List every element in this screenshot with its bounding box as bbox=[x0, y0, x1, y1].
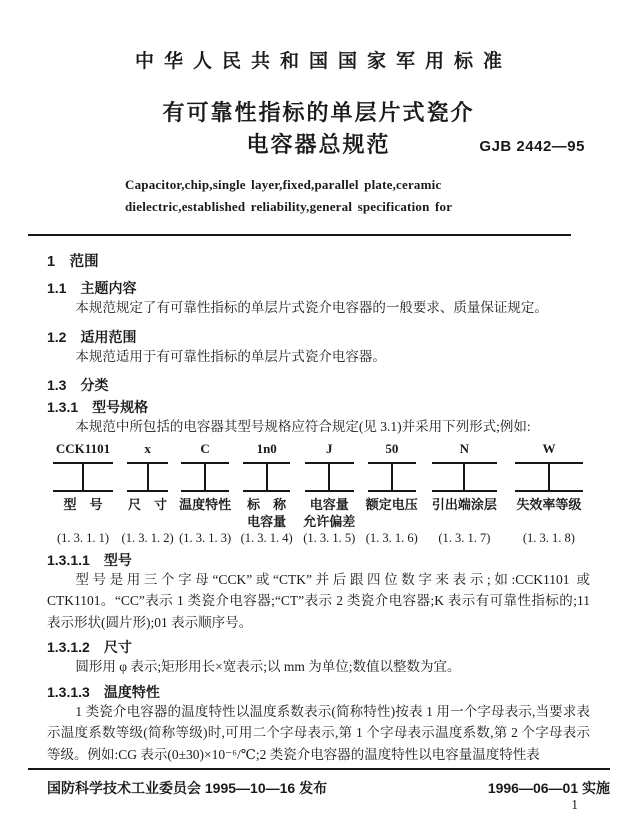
connector bbox=[243, 462, 291, 492]
code-label: J bbox=[326, 440, 333, 456]
connector bbox=[368, 462, 416, 492]
field-label: 温度特性 bbox=[179, 496, 232, 512]
code-label: CCK1101 bbox=[55, 440, 111, 456]
type-designation-diagram bbox=[47, 440, 590, 546]
paragraph-subject: 本规范规定了有可靠性指标的单层片式瓷介电容器的一般要求、质量保证规定。 bbox=[75, 300, 548, 315]
paragraph-applicability: 本规范适用于有可靠性指标的单层片式瓷介电容器。 bbox=[75, 348, 386, 364]
clause-ref: (1. 3. 1. 2) bbox=[121, 530, 174, 545]
clause-ref: (1. 3. 1. 8) bbox=[522, 530, 575, 545]
standard-class-heading: 中华人民共和国国家军用标准 bbox=[134, 51, 512, 72]
diagram-column-nominal-capacitance bbox=[238, 440, 296, 546]
code-label: 50 bbox=[385, 440, 399, 456]
english-title-line1: Capacitor,chip,single layer,fixed,parallel plate,ceramic bbox=[125, 177, 442, 192]
diagram-column-terminal-coating bbox=[424, 440, 504, 546]
connector bbox=[53, 462, 112, 492]
paragraph-model: 型号是用三个字母“CCK”或“CTK”并后跟四位数字来表示;如:CCK1101 或 CTK1101。“CC”表示 1 类瓷介电容器;“CT”表示 2 类瓷介电容器;K 表示有可靠性指标的;11 表示形状(圆片形);01 表示顺序号。 bbox=[47, 571, 590, 630]
standard-number: GJB 2442—95 bbox=[479, 138, 585, 155]
document-footer bbox=[28, 768, 610, 798]
document-title-line1: 有可靠性指标的单层片式瓷介 bbox=[162, 100, 475, 125]
field-label: 电容量 bbox=[309, 496, 349, 512]
diagram-column-tolerance bbox=[299, 440, 359, 546]
clause-ref: (1. 3. 1. 7) bbox=[438, 530, 491, 545]
connector bbox=[515, 462, 582, 492]
footer-issuer: 国防科学技术工业委员会 1995—10—16 发布 bbox=[47, 780, 328, 796]
section-heading-model-spec: 1.3.1 型号规格 bbox=[47, 399, 149, 415]
field-label: 标 称 bbox=[247, 496, 287, 512]
section-heading-subject: 1.1 主题内容 bbox=[47, 280, 137, 296]
connector bbox=[305, 462, 354, 492]
section-heading-temp: 1.3.1.3 温度特性 bbox=[47, 683, 160, 700]
field-label-line2: 电容量 bbox=[247, 513, 287, 529]
clause-ref: (1. 3. 1. 4) bbox=[240, 530, 293, 545]
header-divider bbox=[28, 234, 571, 236]
clause-ref: (1. 3. 1. 5) bbox=[303, 530, 356, 545]
document-title-line2: 电容器总规范 bbox=[246, 132, 391, 157]
field-label: 引出端涂层 bbox=[431, 496, 497, 512]
code-label: x bbox=[144, 440, 151, 456]
code-label: W bbox=[542, 440, 556, 456]
paragraph-model-spec: 本规范中所包括的电容器其型号规格应符合规定(见 3.1)并采用下列形式;例如: bbox=[75, 419, 531, 434]
diagram-column-size bbox=[123, 440, 173, 546]
code-label: N bbox=[459, 440, 470, 456]
section-heading-scope: 1 范围 bbox=[47, 254, 99, 270]
field-label: 失效率等级 bbox=[516, 496, 582, 512]
section-heading-classification: 1.3 分类 bbox=[47, 377, 109, 393]
diagram-column-model bbox=[47, 440, 119, 546]
english-title bbox=[125, 174, 590, 218]
code-label: C bbox=[200, 440, 210, 456]
code-label: 1n0 bbox=[256, 440, 277, 456]
section-heading-size: 1.3.1.2 尺寸 bbox=[47, 639, 132, 655]
paragraph-size: 圆形用 φ 表示;矩形用长×宽表示;以 mm 为单位;数值以整数为宜。 bbox=[75, 659, 461, 674]
paragraph-temp: 1 类瓷介电容器的温度特性以温度系数表示(简称特性)按表 1 用一个字母表示,当要求表示温度系数等级(简称等级)时,可用二个字母表示,第 1 个字母表示温度系数,第 2 个字母表示等级。例如:CG 表示(0±30)×10⁻⁶/℃;2 类瓷介电容器的温度特性以电容量温度特性表 bbox=[47, 703, 590, 762]
english-title-line2: dielectric,established reliability,general specification for bbox=[125, 199, 453, 214]
field-label-line2: 允许偏差 bbox=[303, 513, 356, 529]
diagram-column-failure-rate-level bbox=[508, 440, 590, 546]
connector bbox=[432, 462, 498, 492]
field-label: 额定电压 bbox=[365, 496, 418, 512]
footer-implementation-date: 1996—06—01 实施 bbox=[487, 780, 610, 796]
clause-ref: (1. 3. 1. 1) bbox=[56, 530, 110, 545]
clause-ref: (1. 3. 1. 6) bbox=[365, 530, 418, 545]
connector bbox=[181, 462, 229, 492]
clause-ref: (1. 3. 1. 3) bbox=[179, 530, 232, 545]
diagram-column-temp-characteristic bbox=[176, 440, 234, 546]
page-number: 1 bbox=[571, 797, 578, 812]
connector bbox=[127, 462, 168, 492]
diagram-column-rated-voltage bbox=[363, 440, 421, 546]
field-label: 型 号 bbox=[63, 496, 103, 512]
field-label: 尺 寸 bbox=[128, 496, 168, 512]
section-heading-model: 1.3.1.1 型号 bbox=[47, 551, 132, 568]
section-heading-applicability: 1.2 适用范围 bbox=[47, 328, 137, 345]
